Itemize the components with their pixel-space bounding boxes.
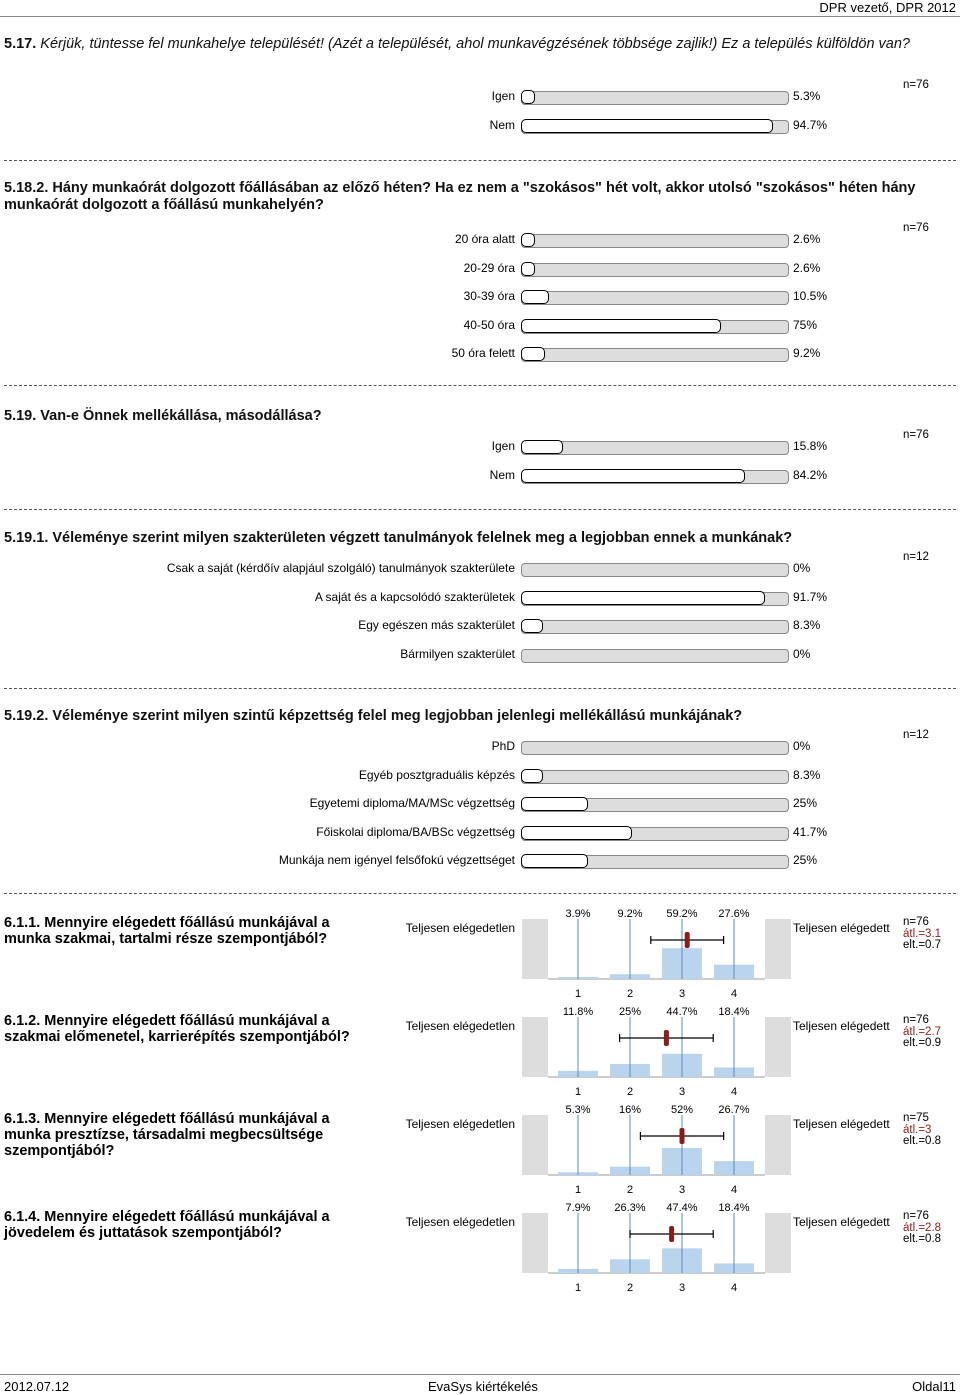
option-label: Igen <box>491 439 515 453</box>
option-percent: 41.7% <box>793 824 828 839</box>
bar-fill <box>521 619 543 633</box>
stat-deviation: elt.=0.9 <box>903 1037 942 1049</box>
option-label: 40-50 óra <box>463 317 515 332</box>
option-label: 20 óra alatt <box>454 232 515 246</box>
footer-date: 2012.07.12 <box>4 1379 70 1394</box>
sample-size: n=12 <box>903 729 929 741</box>
option-label: Munkája nem igényel felsőfokú végzettséget <box>278 853 515 867</box>
percent-label: 18.4% <box>718 1006 750 1018</box>
scale-question-title: 6.1.1. Mennyire elégedett főállású munkájával a munka szakmai, tartalmi része szempontjából? <box>4 915 330 947</box>
percent-label: 25% <box>618 1006 642 1018</box>
stat-average: átl.=3 <box>903 1123 932 1136</box>
bar-fill <box>521 233 535 247</box>
left-pole-block <box>522 919 548 979</box>
percent-label: 9.2% <box>617 908 643 920</box>
option-label: Nem <box>489 467 515 482</box>
bar-fill <box>521 440 563 454</box>
option-percent: 75% <box>793 317 818 332</box>
right-pole-block <box>765 919 791 979</box>
stat-deviation: elt.=0.8 <box>903 1135 942 1147</box>
tick-label: 3 <box>678 1282 686 1294</box>
mean-marker <box>680 1128 685 1144</box>
option-label: Egy egészen más szakterület <box>358 618 515 632</box>
percent-label: 27.6% <box>718 908 750 920</box>
percent-label: 47.4% <box>666 1202 698 1214</box>
scale-histogram <box>0 1199 960 1294</box>
question-5-19-2-title: 5.19.2. Véleménye szerint milyen szintű képzettség felel meg legjobban jelenlegi mellékállású munkájának? <box>4 708 743 724</box>
section-divider <box>4 893 956 894</box>
mean-marker <box>664 1030 669 1046</box>
right-pole-label: Teljesen elégedett <box>793 1215 890 1229</box>
tick-label: 4 <box>730 1184 738 1196</box>
stat-deviation: elt.=0.7 <box>903 939 942 951</box>
bar-track <box>521 91 789 105</box>
stat-n: n=76 <box>903 1210 929 1222</box>
question-5-17-title: 5.17. Kérjük, tüntesse fel munkahelye települését! (Azét a települését, ahol munkavégzésének többsége zajlik!) Ez a település külföldön van? <box>4 36 910 52</box>
sample-size: n=76 <box>903 429 929 441</box>
option-percent: 9.2% <box>793 346 821 360</box>
tick-label: 2 <box>626 988 634 1000</box>
option-percent: 0% <box>793 739 811 753</box>
left-pole-label: Teljesen elégedetlen <box>405 1215 515 1229</box>
option-percent: 2.6% <box>793 260 821 275</box>
tick-label: 1 <box>574 1282 582 1294</box>
bar-fill <box>521 854 588 868</box>
percent-label: 7.9% <box>565 1202 591 1214</box>
percent-label: 5.3% <box>565 1104 591 1116</box>
percent-label: 59.2% <box>666 908 698 920</box>
tick-label: 4 <box>730 1282 738 1294</box>
option-label: Igen <box>491 89 515 103</box>
option-percent: 0% <box>793 646 811 661</box>
tick-label: 2 <box>626 1086 634 1098</box>
left-pole-block <box>522 1213 548 1273</box>
option-percent: 5.3% <box>793 89 821 103</box>
option-label: Egyetemi diploma/MA/MSc végzettség <box>309 796 515 810</box>
footer-page: Oldal11 <box>912 1379 956 1394</box>
stat-n: n=75 <box>903 1112 929 1124</box>
section-divider <box>4 385 956 386</box>
scale-histogram <box>0 1101 960 1196</box>
tick-label: 1 <box>574 1184 582 1196</box>
bar-fill <box>521 769 543 783</box>
tick-label: 4 <box>730 1086 738 1098</box>
option-percent: 94.7% <box>793 117 828 132</box>
option-label: Nem <box>489 117 515 132</box>
option-label: PhD <box>491 739 515 753</box>
question-5-19-1-title: 5.19.1. Véleménye szerint milyen szakterületen végzett tanulmányok felelnek meg a legjobban ennek a munkának? <box>4 530 793 546</box>
tick-label: 3 <box>678 1184 686 1196</box>
right-pole-block <box>765 1115 791 1175</box>
percent-label: 52% <box>670 1104 694 1116</box>
option-percent: 0% <box>793 561 811 575</box>
bar-fill <box>521 119 773 133</box>
tick-label: 3 <box>678 1086 686 1098</box>
option-percent: 8.3% <box>793 618 821 632</box>
stat-n: n=76 <box>903 1014 929 1026</box>
question-5-18-2-title: 5.18.2. Hány munkaórát dolgozott főállásában az előző héten? Ha ez nem a "szokásos" hét volt, akkor utolsó "szokásos" héten hány munkaórát dolgozott a főállású munkahelyén? <box>4 180 916 213</box>
percent-label: 26.3% <box>614 1202 646 1214</box>
footer-center: EvaSys kiértékelés <box>428 1379 538 1394</box>
bar-fill <box>521 797 588 811</box>
scale-histogram <box>0 905 960 1000</box>
scale-question-title: 6.1.4. Mennyire elégedett főállású munkájával a jövedelem és juttatások szempontjából? <box>4 1209 330 1241</box>
tick-label: 2 <box>626 1282 634 1294</box>
header-rule <box>0 16 960 17</box>
left-pole-label: Teljesen elégedetlen <box>405 921 515 935</box>
bar-track <box>521 770 789 784</box>
scale-histogram <box>0 1003 960 1098</box>
stat-deviation: elt.=0.8 <box>903 1233 942 1245</box>
option-percent: 10.5% <box>793 289 828 303</box>
scale-question-title: 6.1.3. Mennyire elégedett főállású munkájával a munka presztízse, társadalmi megbecsültsége szempontjából? <box>4 1111 330 1159</box>
option-label: 30-39 óra <box>463 289 515 303</box>
bar-track <box>521 234 789 248</box>
option-percent: 2.6% <box>793 232 821 246</box>
tick-label: 2 <box>626 1184 634 1196</box>
mean-marker <box>669 1226 674 1242</box>
bar-track <box>521 620 789 634</box>
option-label: Csak a saját (kérdőív alapjául szolgáló) tanulmányok szakterülete <box>166 561 515 575</box>
option-label: A saját és a kapcsolódó szakterületek <box>314 589 515 604</box>
left-pole-block <box>522 1115 548 1175</box>
bar-fill <box>521 347 545 361</box>
option-label: Főiskolai diploma/BA/BSc végzettség <box>316 824 515 839</box>
option-percent: 15.8% <box>793 439 828 453</box>
tick-label: 1 <box>574 988 582 1000</box>
stat-average: átl.=3.1 <box>903 927 942 940</box>
bar-fill <box>521 262 535 276</box>
bar-track <box>521 348 789 362</box>
sample-size: n=76 <box>903 79 929 91</box>
bar-track <box>521 563 789 577</box>
stat-average: átl.=2.8 <box>903 1221 942 1234</box>
option-percent: 91.7% <box>793 589 828 604</box>
section-divider <box>4 688 956 689</box>
right-pole-block <box>765 1017 791 1077</box>
left-pole-label: Teljesen elégedetlen <box>405 1019 515 1033</box>
bar-track <box>521 291 789 305</box>
bar-track <box>521 741 789 755</box>
right-pole-label: Teljesen elégedett <box>793 921 890 935</box>
option-percent: 84.2% <box>793 467 828 482</box>
right-pole-block <box>765 1213 791 1273</box>
option-label: Egyéb posztgraduális képzés <box>358 767 515 782</box>
bar-track <box>521 263 789 277</box>
left-pole-block <box>522 1017 548 1077</box>
tick-label: 1 <box>574 1086 582 1098</box>
bar-fill <box>521 469 745 483</box>
option-percent: 8.3% <box>793 767 821 782</box>
option-percent: 25% <box>793 796 818 810</box>
percent-label: 18.4% <box>718 1202 750 1214</box>
left-pole-label: Teljesen elégedetlen <box>405 1117 515 1131</box>
option-percent: 25% <box>793 853 818 867</box>
bar-fill <box>521 826 632 840</box>
percent-label: 16% <box>618 1104 642 1116</box>
sample-size: n=76 <box>903 222 929 234</box>
bar-fill <box>521 90 535 104</box>
scale-question-title: 6.1.2. Mennyire elégedett főállású munkájával a szakmai előmenetel, karrierépítés szempontjából? <box>4 1013 350 1045</box>
percent-label: 11.8% <box>562 1006 594 1018</box>
option-label: 20-29 óra <box>463 260 515 275</box>
sample-size: n=12 <box>903 551 929 563</box>
bar-fill <box>521 319 721 333</box>
option-label: 50 óra felett <box>451 346 515 360</box>
stat-n: n=76 <box>903 916 929 928</box>
report-header: DPR vezető, DPR 2012 <box>819 0 956 15</box>
bar-track <box>521 649 789 663</box>
section-divider <box>4 509 956 510</box>
footer-rule <box>0 1374 960 1375</box>
right-pole-label: Teljesen elégedett <box>793 1117 890 1131</box>
mean-marker <box>685 932 690 948</box>
stat-average: átl.=2.7 <box>903 1025 942 1038</box>
question-5-19-title: 5.19. Van-e Önnek mellékállása, másodállása? <box>4 408 322 424</box>
percent-label: 3.9% <box>565 908 591 920</box>
option-label: Bármilyen szakterület <box>400 646 515 661</box>
percent-label: 26.7% <box>718 1104 750 1116</box>
percent-label: 44.7% <box>666 1006 698 1018</box>
right-pole-label: Teljesen elégedett <box>793 1019 890 1033</box>
section-divider <box>4 160 956 161</box>
tick-label: 4 <box>730 988 738 1000</box>
bar-fill <box>521 290 549 304</box>
tick-label: 3 <box>678 988 686 1000</box>
bar-fill <box>521 591 765 605</box>
